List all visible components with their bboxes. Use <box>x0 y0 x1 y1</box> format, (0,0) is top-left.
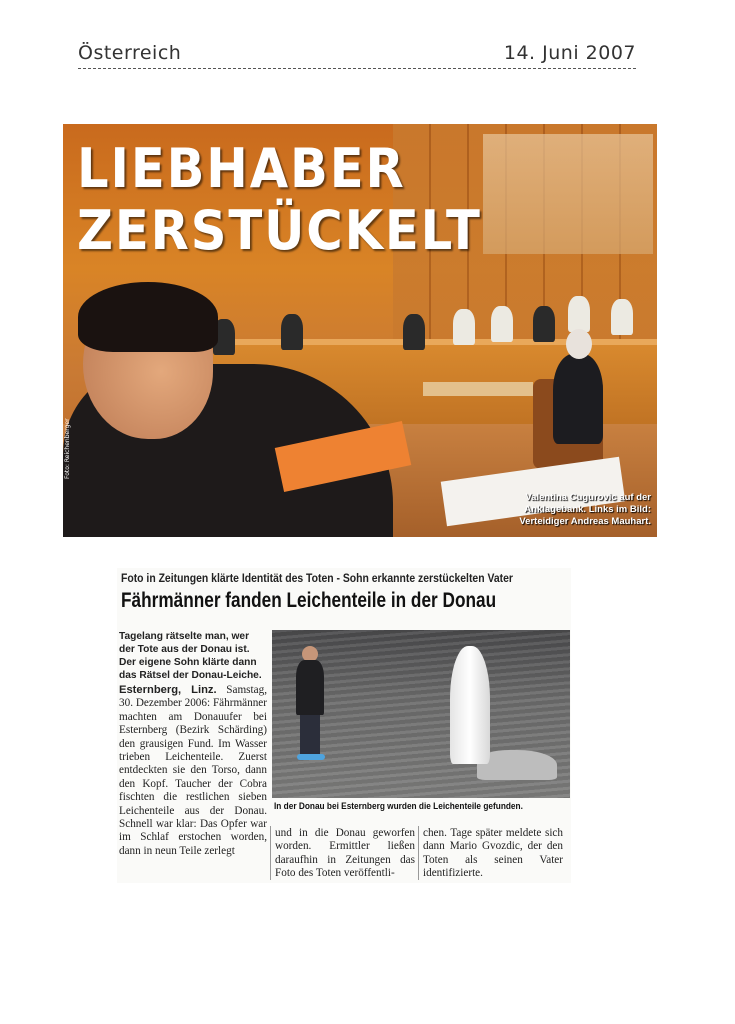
window <box>483 134 653 254</box>
article-title: Fährmänner fanden Leichenteile in der Donau <box>121 589 497 612</box>
column-1-text: Samstag, 30. Dezember 2006: Fährmänner machten am Donauufer bei Esternberg (Bezirk Schärding) den grausigen Fund. Im Wasser trieben Leichenteile. Zuerst entdeckten sie den Torso, dann den Kopf. Taucher der Cobra fischten die restlichen sieben Leichenteile aus der Donau. Schnell war klar: Das Opfer war im Schlaf erstochen worden, dann in neun Teile zerlegt <box>119 684 267 857</box>
clipping-date: 14. Juni 2007 <box>503 42 636 64</box>
investigator-legs <box>300 715 320 755</box>
spectator <box>453 309 475 345</box>
spectator <box>568 296 590 332</box>
courtroom-photo <box>63 124 657 537</box>
spectator <box>611 299 633 335</box>
caption-line-2: Anklagebank. Links im Bild: <box>524 504 651 515</box>
section-label: Österreich <box>78 42 182 64</box>
spectator <box>533 306 555 342</box>
article-column-3: chen. Tage später meldete sich dann Mario Gvozdic, der den Toten als seinen Vater identifizierte. <box>423 827 563 880</box>
headline-line-2: ZERSTÜCKELT <box>77 199 482 262</box>
defendant-head <box>566 329 592 359</box>
photo-caption <box>511 492 651 528</box>
spectator <box>491 306 513 342</box>
spectator <box>281 314 303 350</box>
article-lead: Tagelang rätselte man, wer der Tote aus der Donau ist. Der eigene Sohn klärte dann das Rätsel der Donau-Leiche. <box>119 631 262 681</box>
spectator <box>403 314 425 350</box>
article-box <box>117 568 571 883</box>
caption-line-3: Verteidiger Andreas Mauhart. <box>519 516 651 527</box>
river-photo <box>272 630 570 798</box>
witness-table <box>423 382 533 396</box>
shoe-covers <box>297 754 325 760</box>
headline-line-1: LIEBHABER <box>77 137 406 200</box>
photo-credit: Foto: Reichenberger <box>64 418 71 479</box>
forensic-officer <box>450 646 490 764</box>
clipping-header <box>78 42 636 69</box>
defendant <box>553 354 603 444</box>
article-column-2: und in die Donau geworfen worden. Ermittler ließen daraufhin in Zeitungen das Foto des Toten veröffentli- <box>275 827 415 880</box>
main-headline <box>77 138 482 262</box>
caption-line-1: Valentina Cugurovic auf der <box>525 492 651 503</box>
article-column-1 <box>119 684 267 858</box>
lawyer-hair <box>78 282 218 352</box>
article-overline: Foto in Zeitungen klärte Identität des Toten - Sohn erkannte zerstückelten Vater <box>121 571 513 585</box>
dateline: Esternberg, Linz. <box>119 684 217 696</box>
column-divider <box>270 826 271 880</box>
investigator <box>296 660 324 715</box>
column-divider <box>418 826 419 880</box>
river-photo-caption: In der Donau bei Esternberg wurden die Leichenteile gefunden. <box>274 801 523 811</box>
